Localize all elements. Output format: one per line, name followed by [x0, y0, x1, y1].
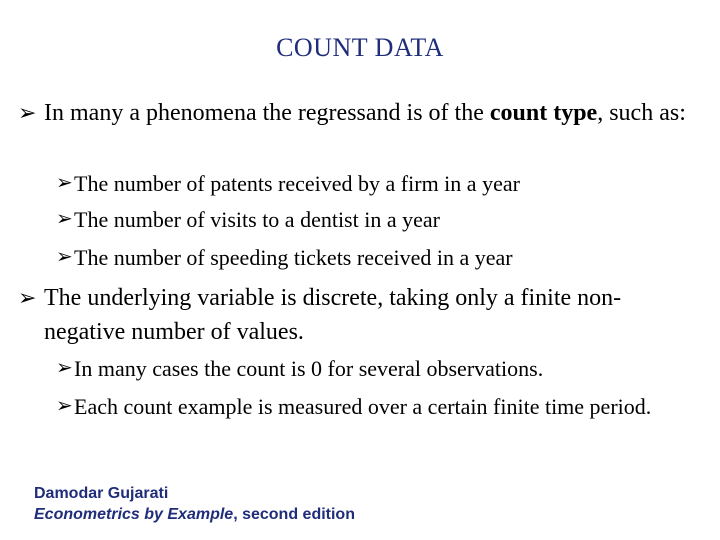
sub-bullet-item	[56, 390, 686, 423]
sub-bullet-text: Each count example is measured over a certain finite time period.	[74, 394, 652, 419]
citation-edition: , second edition	[233, 506, 355, 523]
sub-bullet-text: The number of patents received by a firm in a year	[74, 171, 520, 196]
bullet-item	[18, 96, 708, 130]
sub-bullet-item	[56, 203, 706, 236]
arrow-bullet-icon: ➢	[56, 172, 73, 194]
sub-bullet-item	[56, 167, 706, 200]
sub-bullet-text: The number of speeding tickets received in a year	[74, 245, 513, 270]
sub-bullet-item	[56, 241, 706, 274]
sub-bullet-item	[56, 352, 706, 385]
arrow-bullet-icon: ➢	[18, 285, 37, 310]
arrow-bullet-icon: ➢	[18, 100, 37, 125]
sub-bullet-text: In many cases the count is 0 for several observations.	[74, 356, 544, 381]
arrow-bullet-icon: ➢	[56, 208, 73, 230]
citation-book	[34, 504, 355, 525]
citation-book-title: Econometrics by Example	[34, 506, 234, 523]
bold-term: count type	[489, 100, 598, 126]
citation-author: Damodar Gujarati	[34, 485, 169, 502]
slide-title: COUNT DATA	[276, 33, 444, 62]
sub-bullet-text: The number of visits to a dentist in a year	[74, 207, 440, 232]
citation	[34, 483, 355, 525]
arrow-bullet-icon: ➢	[56, 395, 73, 417]
bullet-text: In many a phenomena the regressand is of the count type, such as:	[44, 100, 686, 126]
bullet-item	[18, 281, 668, 349]
arrow-bullet-icon: ➢	[56, 357, 73, 379]
arrow-bullet-icon: ➢	[56, 246, 73, 268]
bullet-text: The underlying variable is discrete, taking only a finite non-negative number of values.	[44, 285, 622, 345]
